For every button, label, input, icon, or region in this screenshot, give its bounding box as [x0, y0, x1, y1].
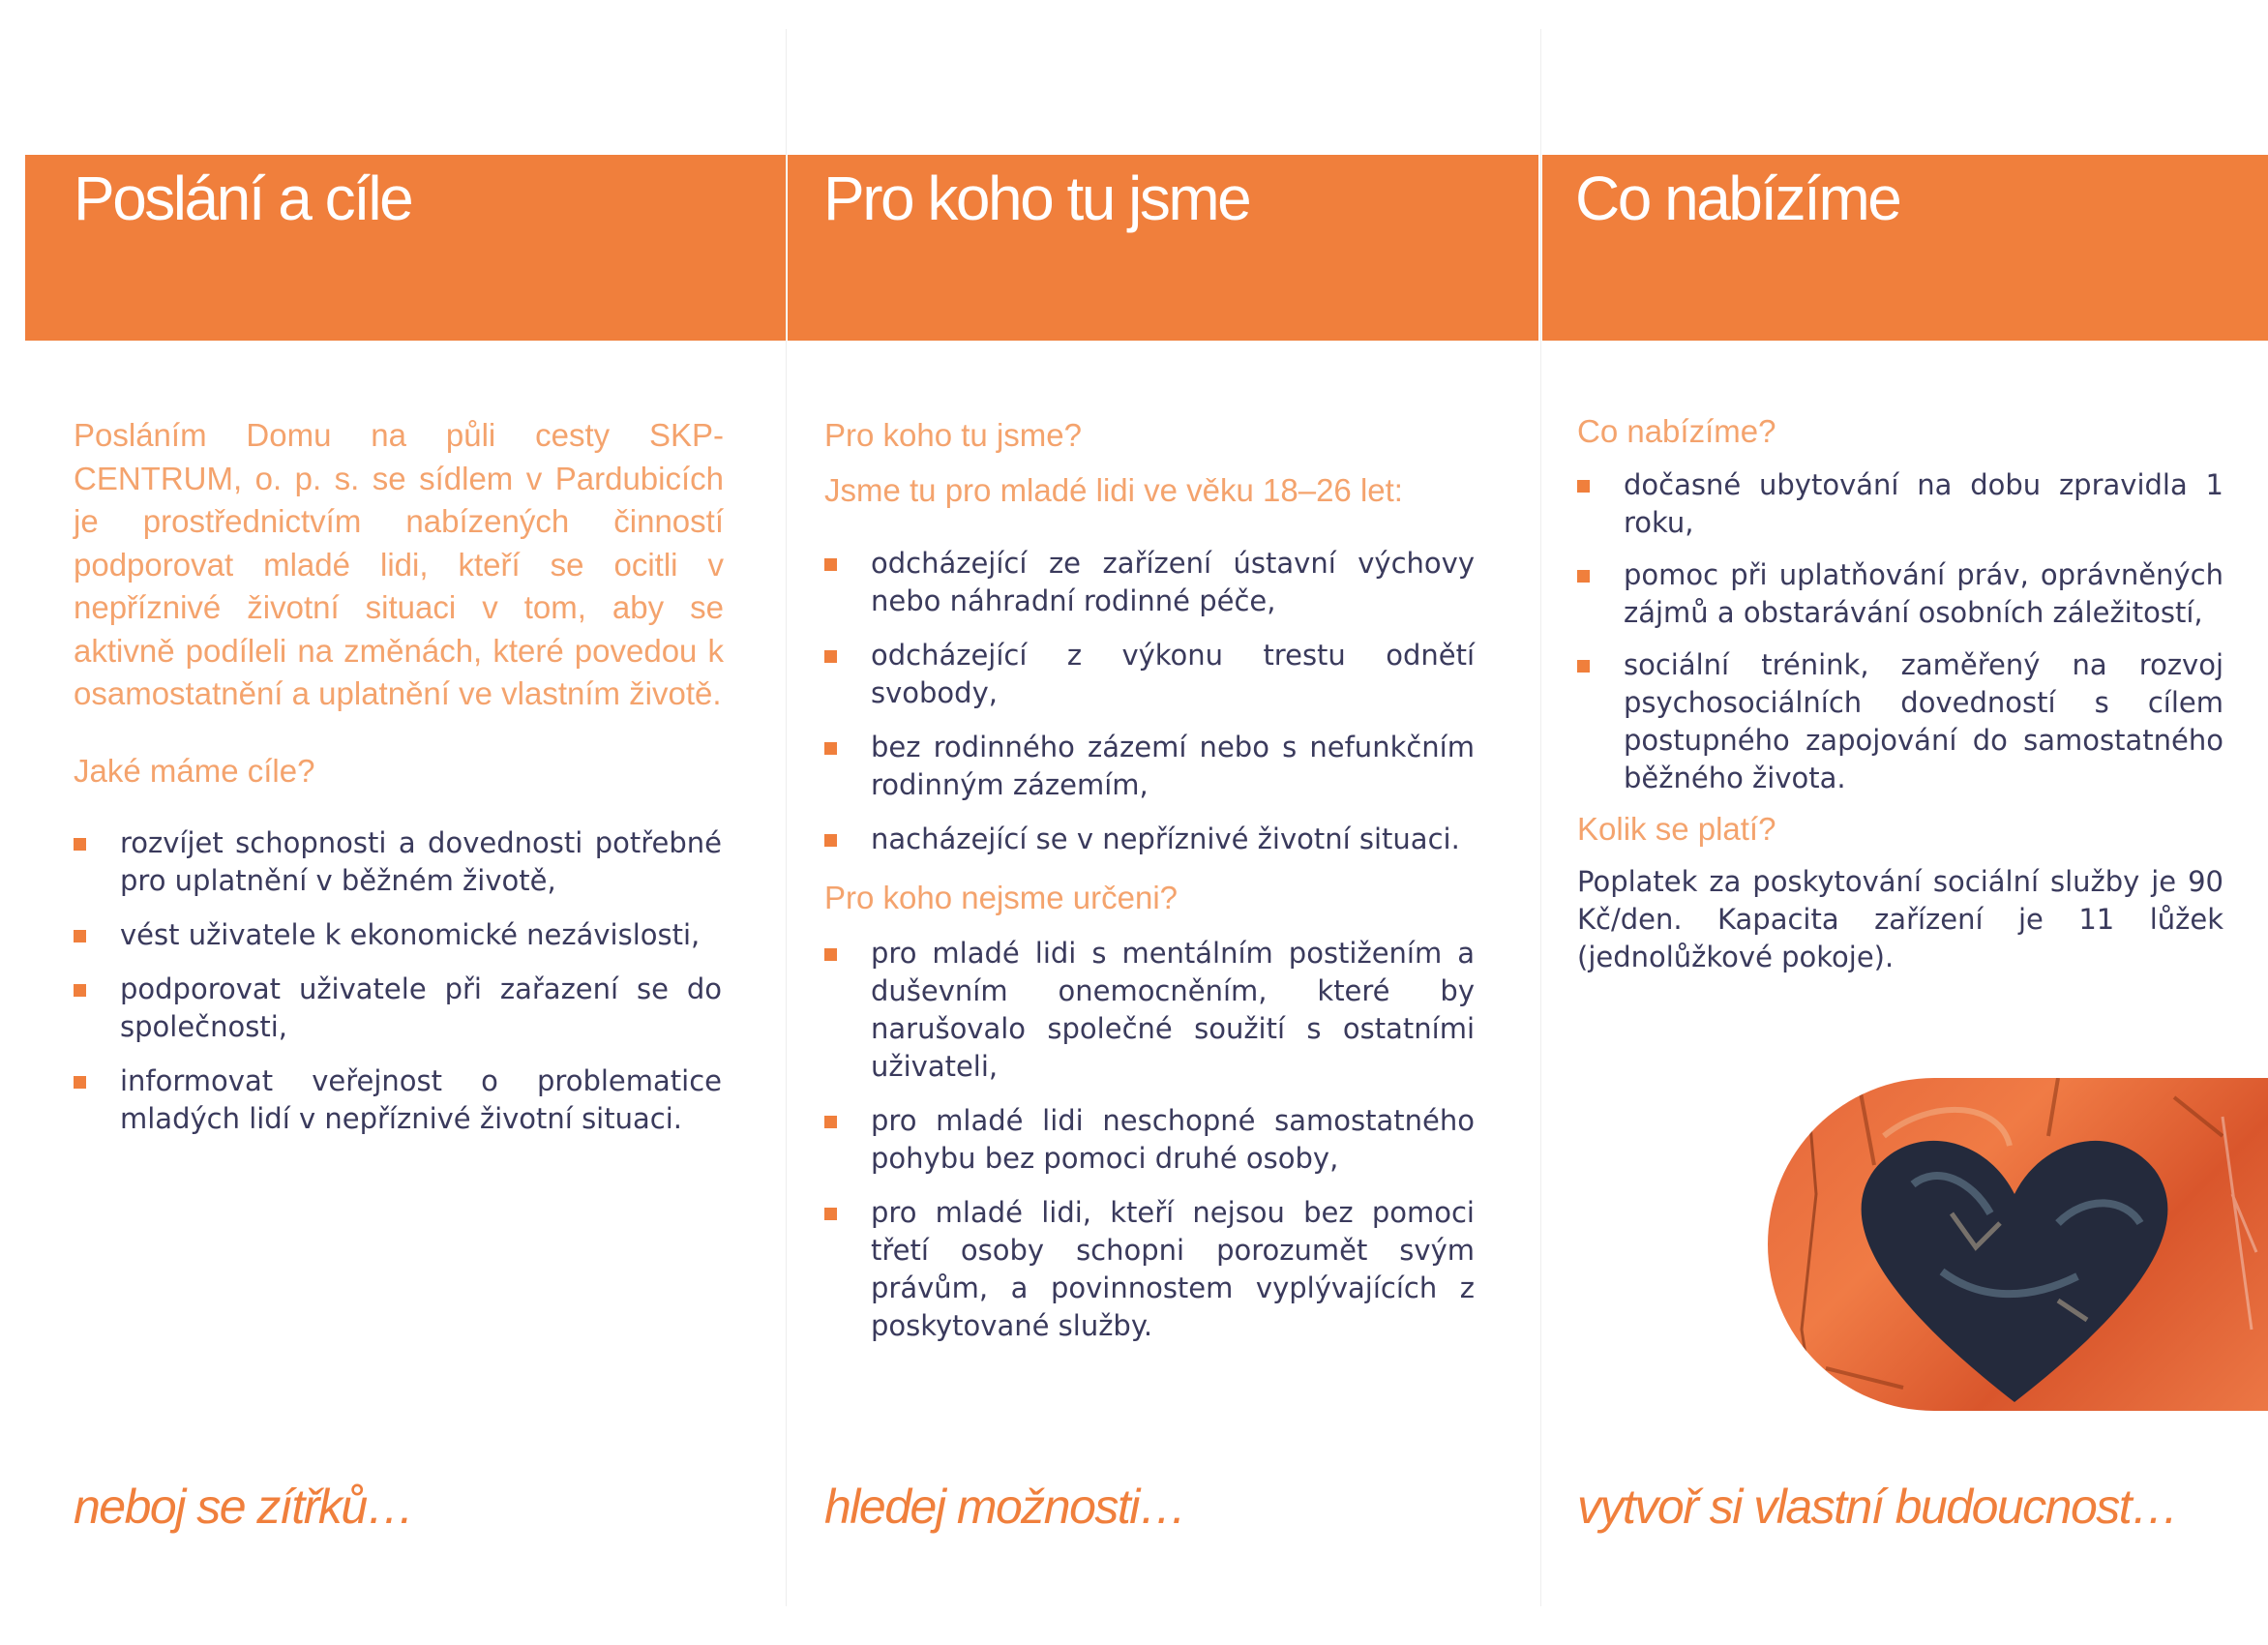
age-range-subheading: Jsme tu pro mladé lidi ve věku 18–26 let: — [824, 472, 1403, 508]
for-whom-list — [824, 545, 1475, 858]
list-item: nacházející se v nepříznivé životní situaci. — [824, 821, 1475, 858]
list-item: pomoc při uplatňování práv, oprávněných zájmů a obstarávání osobních záležitostí, — [1577, 556, 2223, 632]
fold-line-left — [786, 29, 787, 1606]
bullet-icon — [1577, 660, 1590, 673]
panel-title-for-whom: Pro koho tu jsme — [823, 164, 1250, 233]
mission-intro: Posláním Domu na půli cesty SKP-CENTRUM, o. p. s. se sídlem v Pardubicích je prostřednictvím nabízených činností podporovat mladé lidi, kteří se ocitli v nepříznivé životní situaci v tom, aby se aktivně podíleli na změnách, které povedou k osamostatnění a uplatnění ve vlastním životě. — [74, 417, 724, 711]
heart-painting-icon — [1768, 1078, 2268, 1411]
bullet-icon — [824, 558, 837, 571]
bullet-icon — [824, 742, 837, 755]
list-item: pro mladé lidi s mentálním postižením a duševním onemocněním, které by narušovalo společné soužití s ostatními uživateli, — [824, 935, 1475, 1086]
bullet-icon — [74, 1076, 86, 1089]
offers-list — [1577, 466, 2223, 797]
list-item: podporovat uživatele při zařazení se do společnosti, — [74, 971, 722, 1046]
goals-heading: Jaké máme cíle? — [74, 753, 315, 789]
bullet-icon — [1577, 480, 1590, 493]
list-item: odcházející ze zařízení ústavní výchovy nebo náhradní rodinné péče, — [824, 545, 1475, 620]
bullet-icon — [74, 930, 86, 942]
list-item: vést uživatele k ekonomické nezávislosti, — [74, 916, 722, 954]
not-for-heading: Pro koho nejsme určeni? — [824, 880, 1179, 915]
panel-title-offers: Co nabízíme — [1575, 164, 1900, 233]
list-item: bez rodinného zázemí nebo s nefunkčním rodinným zázemím, — [824, 729, 1475, 804]
list-item: rozvíjet schopnosti a dovednosti potřebné pro uplatnění v běžném životě, — [74, 824, 722, 900]
goals-list — [74, 824, 722, 1138]
list-item: informovat veřejnost o problematice mladých lidí v nepříznivé životní situaci. — [74, 1062, 722, 1138]
bullet-icon — [824, 650, 837, 663]
bullet-icon — [74, 838, 86, 851]
price-heading: Kolik se platí? — [1577, 811, 1776, 847]
list-item: dočasné ubytování na dobu zpravidla 1 roku, — [1577, 466, 2223, 542]
offers-heading: Co nabízíme? — [1577, 413, 1776, 449]
not-for-list — [824, 935, 1475, 1345]
for-whom-heading: Pro koho tu jsme? — [824, 417, 1082, 453]
panel-title-mission: Poslání a cíle — [74, 164, 412, 233]
slogan-right: vytvoř si vlastní budoucnost… — [1577, 1480, 2178, 1534]
bullet-icon — [824, 948, 837, 961]
fold-line-right — [1540, 29, 1541, 1606]
list-item: pro mladé lidi, kteří nejsou bez pomoci třetí osoby schopni porozumět svým právům, a povinnostem vyplývajících z poskytované služby. — [824, 1194, 1475, 1345]
bullet-icon — [824, 1116, 837, 1128]
slogan-middle: hledej možnosti… — [824, 1480, 1186, 1534]
bullet-icon — [74, 984, 86, 997]
list-item: sociální trénink, zaměřený na rozvoj psychosociálních dovedností s cílem postupného zapojování do samostatného běžného života. — [1577, 646, 2223, 797]
price-text: Poplatek za poskytování sociální služby je 90 Kč/den. Kapacita zařízení je 11 lůžek (jednolůžkové pokoje). — [1577, 865, 2223, 973]
bullet-icon — [824, 834, 837, 847]
heart-painting-image — [1768, 1078, 2268, 1411]
bullet-icon — [1577, 570, 1590, 583]
slogan-left: neboj se zítřků… — [74, 1480, 414, 1534]
list-item: odcházející z výkonu trestu odnětí svobody, — [824, 637, 1475, 712]
bullet-icon — [824, 1208, 837, 1220]
list-item: pro mladé lidi neschopné samostatného pohybu bez pomoci druhé osoby, — [824, 1102, 1475, 1178]
